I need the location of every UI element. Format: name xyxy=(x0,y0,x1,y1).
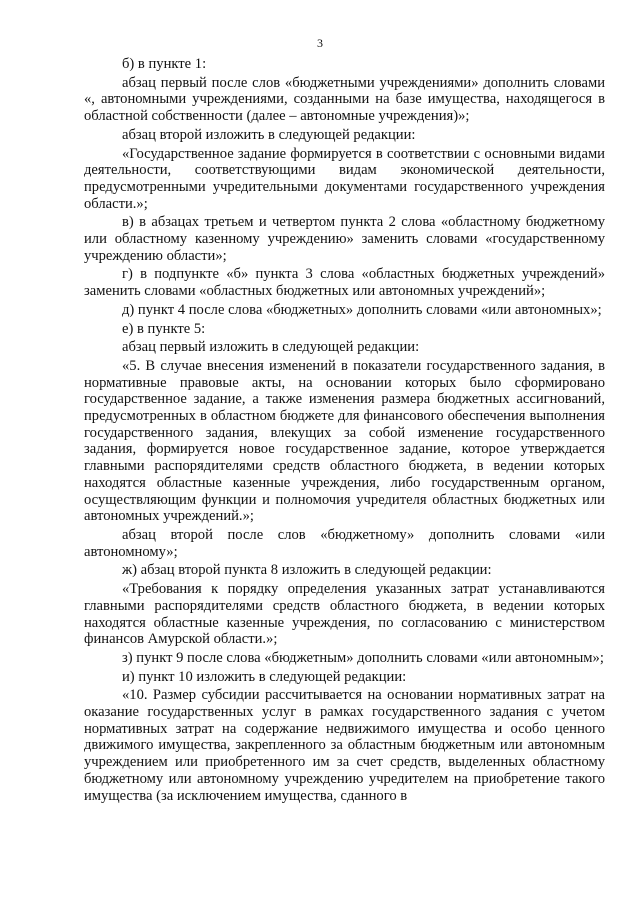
paragraph: абзац первый изложить в следующей редакции: xyxy=(122,339,420,356)
paragraph: «5. В случае внесения изменений в показатели государственного задания, в нормативные правовые акты, на основании которых было сформировано государственное задание, а также изменения размера бюджетных ассигнований, предусмотренных в областном бюджете для финансового обеспечения выполнения государственного задания, влекущих за собой изменение государственного задания, формируется новое государственное задание, которое утверждается главными распорядителями средств областного бюджета, в ведении которых находятся областные казенные учреждения, либо государственным органом, осуществляющим функции и полномочия учредителя областных бюджетных или автономных учреждений.»; xyxy=(84,357,605,525)
paragraph: г) в подпункте «б» пункта 3 слова «областных бюджетных учреждений» заменить словами «областных бюджетных или автономных учреждений»; xyxy=(84,266,605,300)
paragraph: абзац второй изложить в следующей редакции: xyxy=(122,126,416,143)
paragraph: «Государственное задание формируется в соответствии с основными видами деятельности, соответствующими видам экономической деятельности, предусмотренными учредительными документами государственного учреждения области.»; xyxy=(84,145,605,212)
paragraph: абзац первый после слов «бюджетными учреждениями» дополнить словами «, автономными учреждениями, созданными на базе имущества, находящегося в областной собственности (далее – автономные учреждения)»; xyxy=(84,74,605,125)
paragraph: д) пункт 4 после слова «бюджетных» дополнить словами «или автономных»; xyxy=(122,301,602,318)
page-number: 3 xyxy=(317,36,323,50)
document-body xyxy=(84,56,605,806)
paragraph: в) в абзацах третьем и четвертом пункта 2 слова «областному бюджетному или областному казенному учреждению» заменить словами «государственному учреждению области»; xyxy=(84,214,605,264)
paragraph: ж) абзац второй пункта 8 изложить в следующей редакции: xyxy=(122,562,492,579)
paragraph: б) в пункте 1: xyxy=(122,56,207,72)
paragraph: е) в пункте 5: xyxy=(122,320,206,337)
paragraph: з) пункт 9 после слова «бюджетным» дополнить словами «или автономным»; xyxy=(122,649,604,666)
paragraph: абзац второй после слов «бюджетному» дополнить словами «или автономному»; xyxy=(84,526,605,560)
paragraph: «10. Размер субсидии рассчитывается на основании нормативных затрат на оказание государственных услуг в рамках государственного задания с учетом нормативных затрат на содержание недвижимого имущества и особо ценного движимого имущества, закрепленного за областным бюджетным или автономным учреждением или приобретенного им за счет средств, выделенных областному бюджетному или автономному учреждению учредителем на приобретение такого имущества (за исключением имущества, сданного в xyxy=(84,687,605,804)
paragraph: «Требования к порядку определения указанных затрат устанавливаются главными распорядителями средств областного бюджета, в ведении которых находятся областные казенные учреждения, по согласованию с министерством финансов Амурской области.»; xyxy=(84,581,605,648)
paragraph: и) пункт 10 изложить в следующей редакции: xyxy=(122,668,407,685)
